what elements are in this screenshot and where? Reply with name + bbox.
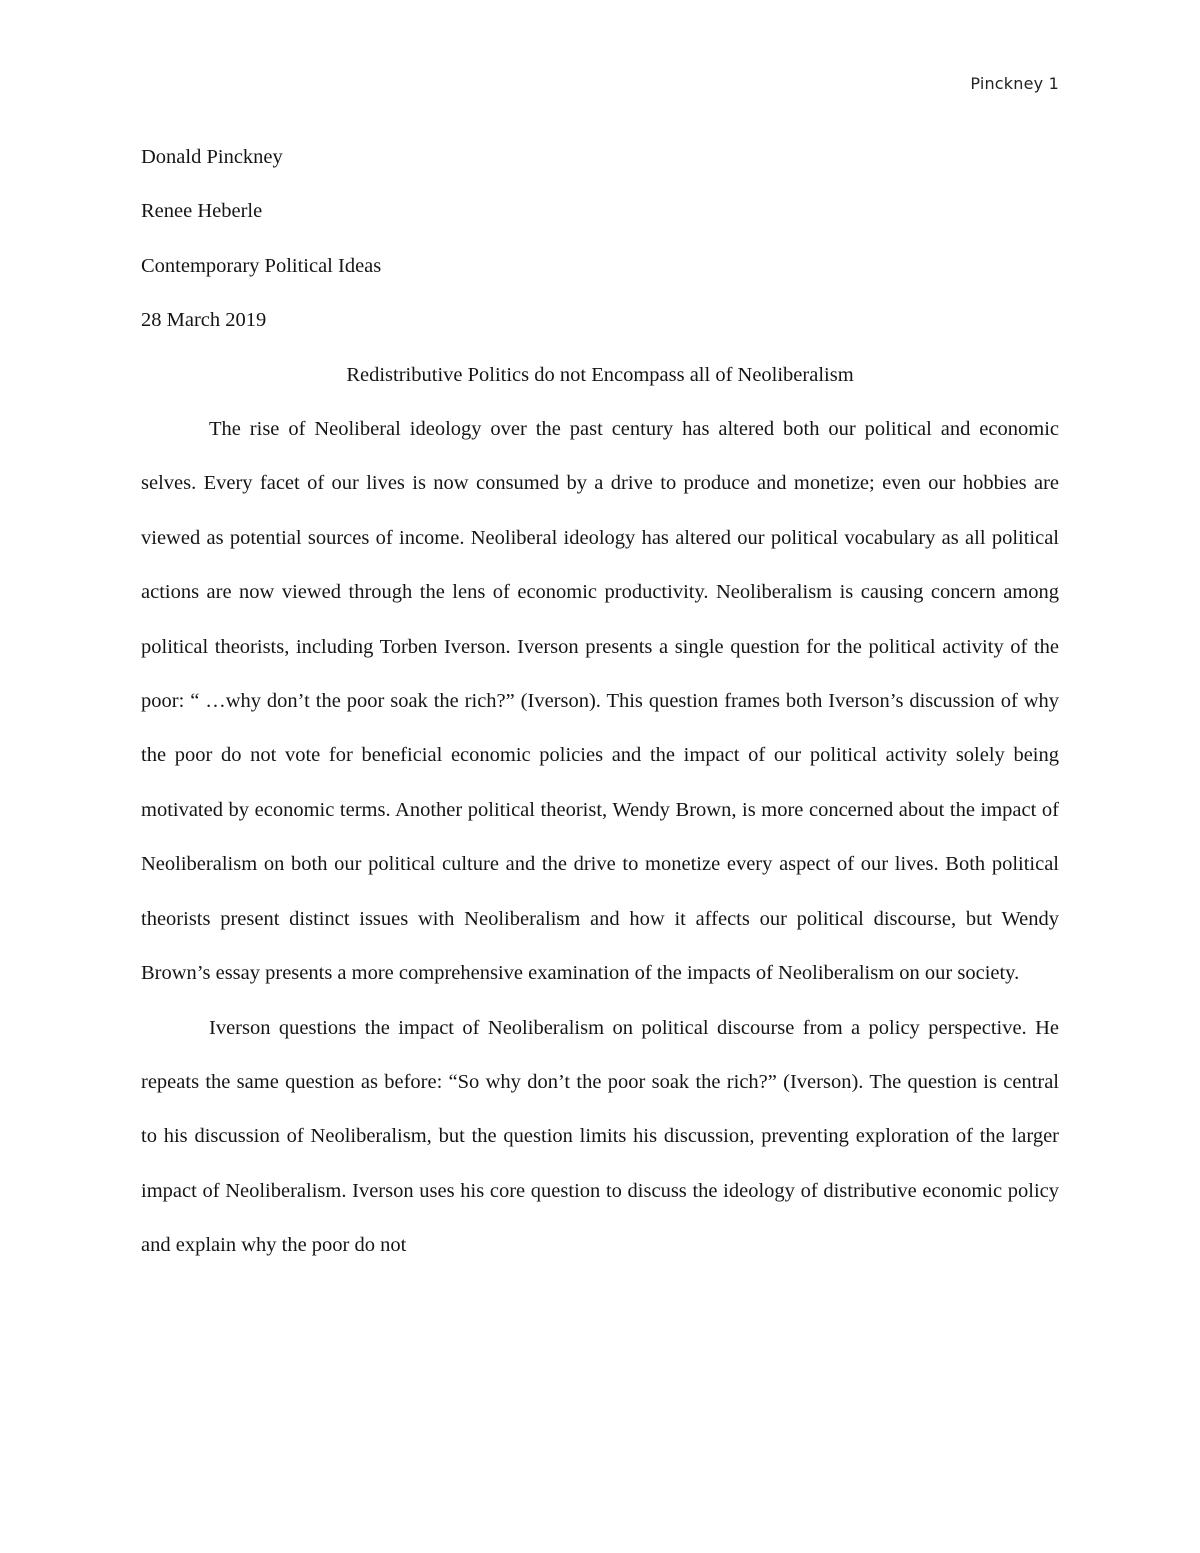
running-head: Pinckney 1 <box>970 74 1059 93</box>
paragraph-2: Iverson questions the impact of Neoliberalism on political discourse from a policy perspective. He repeats the same question as before: “So why don’t the poor soak the rich?” (Iverson). The question is central to his discussion of Neoliberalism, but the question limits his discussion, preventing exploration of the larger impact of Neoliberalism. Iverson uses his core question to discuss the ideology of distributive economic policy and explain why the poor do not <box>141 1016 1059 1257</box>
essay-date: 28 March 2019 <box>141 309 267 332</box>
paragraph-1: The rise of Neoliberal ideology over the past century has altered both our political and economic selves. Every facet of our lives is now consumed by a drive to produce and monetize; even our hobbies are viewed as potential sources of income. Neoliberal ideology has altered our political vocabulary as all political actions are now viewed through the lens of economic productivity. Neoliberalism is causing concern among political theorists, including Torben Iverson. Iverson presents a single question for the political activity of the poor: “ …why don’t the poor soak the rich?” (Iverson). This question frames both Iverson’s discussion of why the poor do not vote for beneficial economic policies and the impact of our political activity solely being motivated by economic terms. Another political theorist, Wendy Brown, is more concerned about the impact of Neoliberalism on both our political culture and the drive to monetize every aspect of our lives. Both political theorists present distinct issues with Neoliberalism and how it affects our political discourse, but Wendy Brown’s essay presents a more comprehensive examination of the impacts of Neoliberalism on our society. <box>141 418 1059 985</box>
essay-title: Redistributive Politics do not Encompass all of Neoliberalism <box>346 363 854 386</box>
course-name: Contemporary Political Ideas <box>141 254 382 277</box>
student-name: Donald Pinckney <box>141 146 283 168</box>
essay-body <box>141 130 1059 1273</box>
instructor-name: Renee Heberle <box>141 200 263 223</box>
